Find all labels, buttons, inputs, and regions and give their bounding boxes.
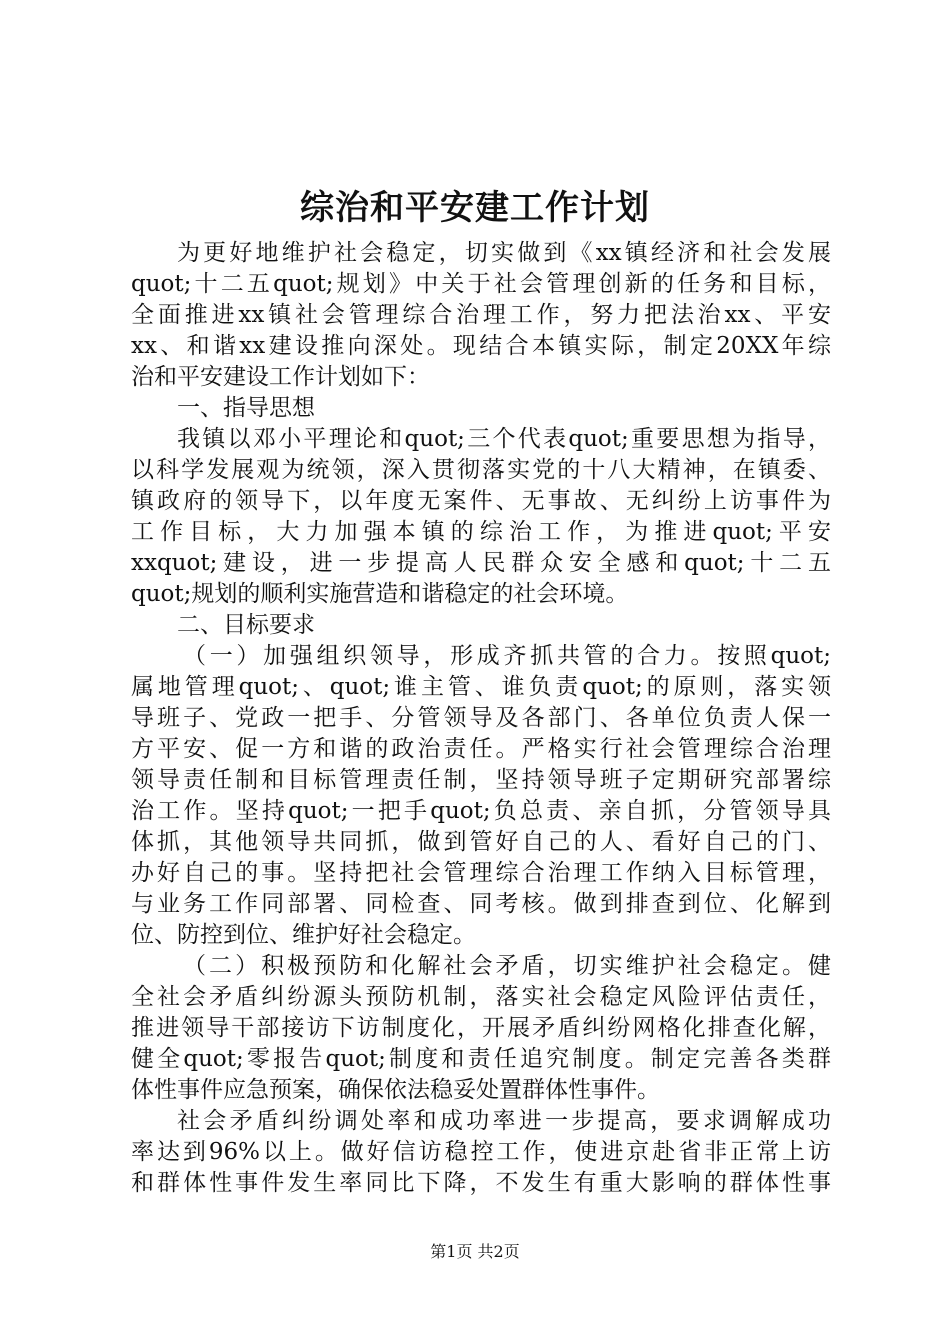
text-line: 率达到96%以上。做好信访稳控工作，使进京赴省非正常上访 [131, 1139, 831, 1165]
text-line: quot;规划的顺利实施营造和谐稳定的社会环境。 [131, 581, 629, 607]
text-line: 推进领导干部接访下访制度化，开展矛盾纠纷网格化排查化解， [131, 1015, 831, 1041]
text-line: quot;十二五quot;规划》中关于社会管理创新的任务和目标， [131, 271, 831, 297]
document-title: 综治和平安建工作计划 [300, 188, 650, 228]
text-line: 办好自己的事。坚持把社会管理综合治理工作纳入目标管理， [131, 860, 831, 886]
text-line: 和群体性事件发生率同比下降，不发生有重大影响的群体性事 [131, 1170, 831, 1196]
document-body [131, 238, 831, 1199]
text-line: 属地管理quot;、quot;谁主管、谁负责quot;的原则，落实领 [131, 674, 831, 700]
text-line: 体性事件应急预案，确保依法稳妥处置群体性事件。 [131, 1077, 660, 1103]
page-number-footer: 第1页 共2页 [430, 1242, 520, 1261]
text-line: 社会矛盾纠纷调处率和成功率进一步提高，要求调解成功 [177, 1108, 831, 1134]
text-line: （二）积极预防和化解社会矛盾，切实维护社会稳定。健 [183, 953, 831, 979]
text-line: 以科学发展观为统领，深入贯彻落实党的十八大精神，在镇委、 [131, 457, 831, 483]
text-line: 一、指导思想 [177, 395, 315, 421]
text-line: 体抓，其他领导共同抓，做到管好自己的人、看好自己的门、 [131, 829, 831, 855]
text-line: xx、和谐xx建设推向深处。现结合本镇实际，制定20XX年综 [131, 333, 831, 359]
text-line: 我镇以邓小平理论和quot;三个代表quot;重要思想为指导， [177, 426, 831, 452]
text-line: 全面推进xx镇社会管理综合治理工作，努力把法治xx、平安 [131, 302, 831, 328]
text-line: 与业务工作同部署、同检查、同考核。做到排查到位、化解到 [131, 891, 831, 917]
text-line: 导班子、党政一把手、分管领导及各部门、各单位负责人保一 [131, 705, 831, 731]
text-line: 健全quot;零报告quot;制度和责任追究制度。制定完善各类群 [131, 1046, 831, 1072]
text-line: 镇政府的领导下，以年度无案件、无事故、无纠纷上访事件为 [131, 488, 831, 514]
text-line: 方平安、促一方和谐的政治责任。严格实行社会管理综合治理 [131, 736, 831, 762]
text-line: 全社会矛盾纠纷源头预防机制，落实社会稳定风险评估责任， [131, 984, 831, 1010]
text-line: （一）加强组织领导，形成齐抓共管的合力。按照quot; [183, 643, 831, 669]
text-line: 治和平安建设工作计划如下： [131, 364, 430, 390]
text-line: 位、防控到位、维护好社会稳定。 [131, 922, 476, 948]
text-line: 治工作。坚持quot;一把手quot;负总责、亲自抓，分管领导具 [131, 798, 831, 824]
text-line: 二、目标要求 [177, 612, 315, 638]
text-line: xxquot;建设，进一步提高人民群众安全感和quot;十二五 [131, 550, 831, 576]
text-line: 领导责任制和目标管理责任制，坚持领导班子定期研究部署综 [131, 767, 831, 793]
text-line: 工作目标，大力加强本镇的综治工作，为推进quot;平安 [131, 519, 831, 545]
text-line: 为更好地维护社会稳定，切实做到《xx镇经济和社会发展 [177, 240, 831, 266]
